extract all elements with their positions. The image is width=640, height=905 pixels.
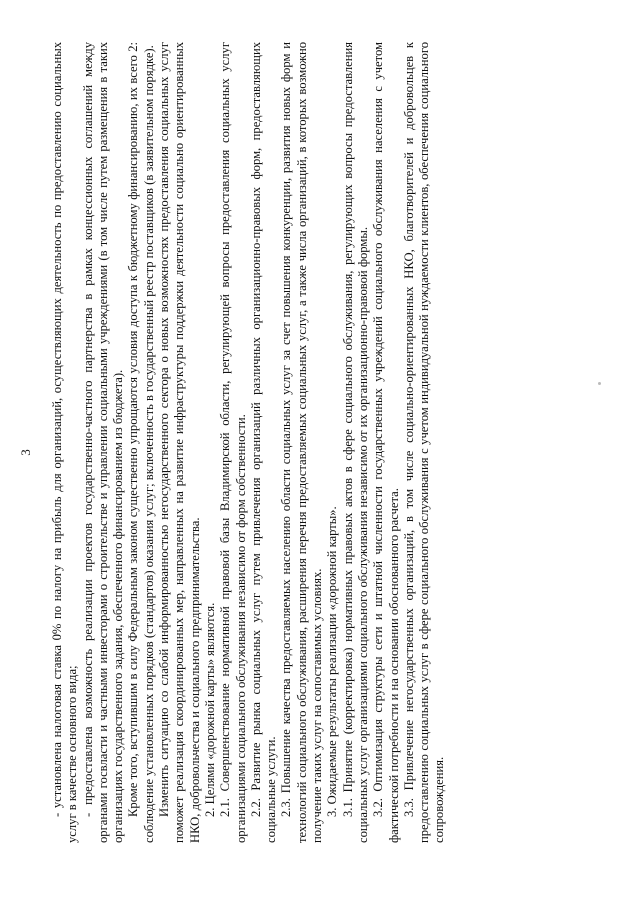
paragraph: 2. Целями «дорожной карты» являются. <box>202 602 217 817</box>
paragraph: 2.1. Совершенствование нормативной правовой базы Владимирской области, регулирующей вопросы предоставления социальных услуг организациями социального обслуживания независимо от форм собственности. <box>218 42 248 843</box>
scan-speck <box>598 382 601 385</box>
paragraph: Кроме того, вступившим в силу Федеральным законом существенно упрощаются условия доступа к бюджетному финансированию, их всего 2: соблюдение установленных порядков (стандартов) оказания услуг; включенность в государственный реестр поставщиков (в заявительном порядке). <box>126 42 156 843</box>
paragraph: - предоставлена возможность реализации проектов государственно-частного партнерства в рамках концессионных соглашений между органами госвласти и частными инвесторами о строительстве и управлении социальными учреждениями (в том числе путем размещения в таких организациях государственного задания, обеспеченного финансированием из бюджета). <box>80 42 126 843</box>
paragraph: 2.3. Повышение качества предоставляемых населению области социальных услуг за счет повышения конкуренции, развития новых форм и технологий социального обслуживания, расширения перечня предоставляемых социальных услуг, а также числа организаций, в которых возможно получение таких услуг на сопоставимых условиях. <box>279 42 325 843</box>
paragraph: 3.2. Оптимизация структуры сети и штатной численности государственных учреждений социального обслуживания населения с учетом фактической потребности и на основании обоснованного расчета. <box>371 42 401 843</box>
page-number: 3 <box>18 449 33 456</box>
paragraph: 3.3. Привлечение негосударственных организаций, в том числе социально-ориентированных НКО, благотворителей и добровольцев к предоставлению социальных услуг в сфере социального обслуживания с учетом индивидуальной нуждаемости клиентов, обеспечения социального сопровождения. <box>401 42 447 843</box>
paragraph: Изменить ситуацию со слабой информированностью негосударственного сектора о новых возможностях предоставления социальных услуг поможет реализация скоординированных мер, направленных на развитие инфраструктуры поддержки деятельности социально ориентированных НКО, добровольчества и социального предпринимательства. <box>157 42 202 843</box>
document-body <box>50 42 448 843</box>
paragraph: 2.2. Развитие рынка социальных услуг путем привлечения организаций различных организационно-правовых форм, предоставляющих социальные услуги. <box>248 42 279 843</box>
paragraph: 3. Ожидаемые результаты реализации «дорожной карты». <box>325 506 340 817</box>
paragraph: 3.1. Принятие (корректировка) нормативных правовых актов в сфере социального обслуживания, регулирующих вопросы предоставления социальных услуг организациями социального обслуживания независимо от их организационно-правовой формы. <box>340 42 370 843</box>
paragraph: - установлена налоговая ставка 0% по налогу на прибыль для организаций, осуществляющих деятельность по предоставлению социальных услуг в качестве основного вида; <box>50 42 80 843</box>
